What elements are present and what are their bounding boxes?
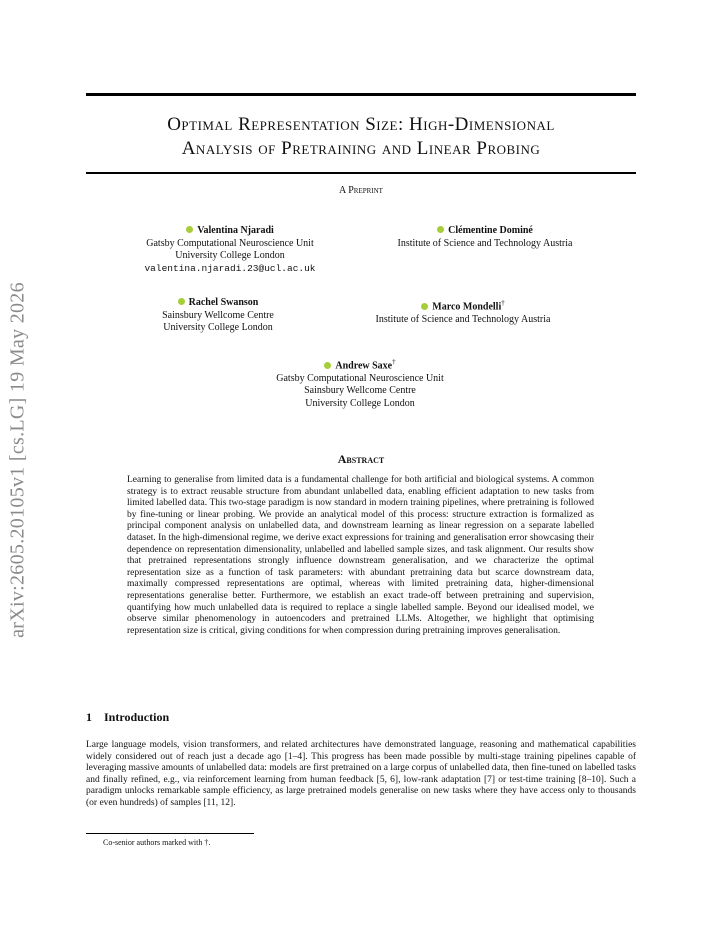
preprint-label: A Preprint <box>339 185 383 196</box>
orcid-icon[interactable] <box>437 226 444 233</box>
author-affiliation: Sainsbury Wellcome Centre <box>162 309 274 321</box>
author-name: Clémentine Dominé <box>448 225 533 236</box>
orcid-icon[interactable] <box>324 362 331 369</box>
author-block <box>230 356 490 410</box>
section-title: Introduction <box>104 710 170 724</box>
title-line-2: Analysis of Pretraining and Linear Probing <box>181 138 541 159</box>
orcid-icon[interactable] <box>421 303 428 310</box>
author-name: Marco Mondelli <box>432 301 502 313</box>
footnote-rule <box>86 833 254 834</box>
author-block <box>333 297 593 326</box>
paper-title <box>86 113 636 161</box>
author-name: Rachel Swanson <box>188 297 259 308</box>
abstract-heading: Abstract <box>337 452 385 466</box>
section-heading <box>86 710 636 725</box>
abstract-text: Learning to generalise from limited data is a fundamental challenge for both artificial and biological systems. A common strategy is to extract reusable structure from abundant unlabelled data, enabling efficient adaptation to new tasks from limited labelled data. This two-stage paradigm is now standard in modern training pipelines, where pretraining is followed by fine-tuning or linear probing. We provide an analytical model of this process: structure extraction is formalized as principal component analysis on unlabelled data, and downstream learning as linear regression on a separate labelled dataset. In the high-dimensional regime, we derive exact expressions for training and generalisation error showcasing their dependence on representation dimensionality, unlabelled and labelled sample sizes, and task alignment. Our results show that pretrained representations strongly influence downstream generalisation, and we characterize the optimal representation size as a function of task parameters: with abundant pretraining data but scarce downstream data, maximally compressed representations are optimal, whereas with limited pretraining data, higher-dimensional representations generalise better. Furthermore, we establish an exact trade-off between pretraining and supervision, quantifying how much unlabelled data is required to replace a single labelled sample. Beyond our idealised model, we observe similar phenomenology in autoencoders and pretrained LLMs. Altogether, we highlight that optimising representation size is critical, giving conditions for when compression during pretraining improves generalisation. <box>127 475 594 636</box>
author-affiliation: Institute of Science and Technology Austria <box>375 313 551 325</box>
author-block <box>100 225 360 275</box>
author-block <box>88 297 348 335</box>
title-line-1: Optimal Representation Size: High-Dimensional <box>167 114 555 135</box>
co-senior-mark: † <box>392 358 396 366</box>
author-name: Andrew Saxe <box>335 360 393 372</box>
footnote: Co-senior authors marked with †. <box>103 838 211 847</box>
author-affiliation: University College London <box>163 322 273 333</box>
author-block <box>355 225 615 250</box>
author-affiliation: Gatsby Computational Neuroscience Unit <box>276 372 444 384</box>
orcid-icon[interactable] <box>186 226 193 233</box>
author-affiliation: University College London <box>305 397 415 409</box>
author-email[interactable]: valentina.njaradi.23@ucl.ac.uk <box>144 262 316 274</box>
title-bottom-rule <box>86 172 636 174</box>
introduction-text: Large language models, vision transformers, and related architectures have demonstrated language, reasoning and mathematical capabilities widely considered out of reach just a decade ago [1–4]. This progress has been made possible by multi-stage training pipelines capable of leveraging massive amounts of unlabelled data: models are first pretrained on a large corpus of unlabelled data, then fine-tuned on labelled tasks and finally refined, e.g., via reinforcement learning from human feedback [5, 6], low-rank adaptation [7] or test-time training [8–10]. Such a paradigm unlocks remarkable sample efficiency, as large pretrained models generalise on new tasks where they have access only to thousands (or even hundreds) of samples [11, 12]. <box>86 740 636 808</box>
section-number: 1 <box>86 710 92 724</box>
co-senior-mark: † <box>501 299 505 307</box>
author-name: Valentina Njaradi <box>197 225 274 236</box>
author-affiliation: University College London <box>175 250 285 261</box>
orcid-icon[interactable] <box>178 298 185 305</box>
title-top-rule <box>86 93 636 96</box>
author-affiliation: Institute of Science and Technology Austria <box>397 237 573 249</box>
author-affiliation: Gatsby Computational Neuroscience Unit <box>146 237 314 249</box>
author-affiliation: Sainsbury Wellcome Centre <box>304 385 416 397</box>
